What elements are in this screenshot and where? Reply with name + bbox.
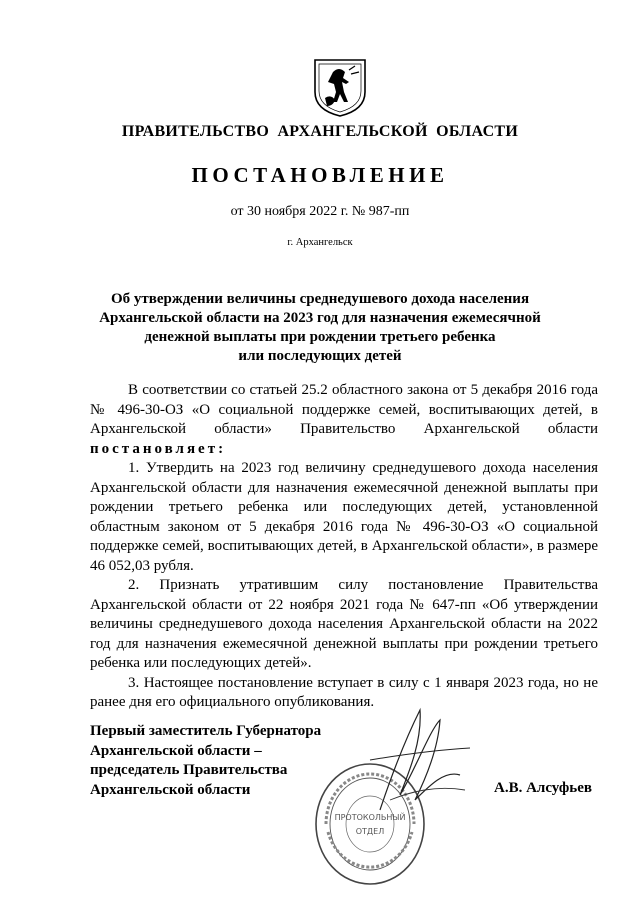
resolves-colon: : <box>218 440 224 457</box>
document-type-heading: ПОСТАНОВЛЕНИЕ <box>191 163 449 187</box>
clause-2: 2. Признать утратившим силу постановление Правительства Архангельской области от 22 ноября 2021 года № 647-пп «Об утверждении величины среднедушевого дохода населения Архангельской области на 2022 год для назначения ежемесячной денежной выплаты при рождении третьего ребенка или последующих детей». <box>90 577 598 671</box>
title-line: Об утверждении величины среднедушевого дохода населения <box>110 291 530 307</box>
svg-text:ПРОТОКОЛЬНЫЙ: ПРОТОКОЛЬНЫЙ <box>334 813 406 822</box>
clause-1: 1. Утвердить на 2023 год величину среднедушевого дохода населения Архангельской области для назначения ежемесячной денежной выплаты при рождении третьего ребенка или последующих детей, установленной областным законом от 5 декабря 2016 года № 496-30-ОЗ «О социальной поддержке семей, воспитывающих детей, в Архангельской области», в размере 46 052,03 рубля. <box>90 460 598 574</box>
organization-heading: ПРАВИТЕЛЬСТВО АРХАНГЕЛЬСКОЙ ОБЛАСТИ <box>121 123 519 140</box>
position-line: Архангельской области – <box>90 742 262 759</box>
title-line: Архангельской области на 2023 год для назначения ежемесячной <box>99 310 541 326</box>
position-line: Архангельской области <box>90 781 251 798</box>
document-body <box>90 381 598 713</box>
city: г. Архангельск <box>287 237 353 248</box>
date-number: от 30 ноября 2022 г. № 987-пп <box>230 204 410 219</box>
document-title <box>90 290 550 366</box>
position-line: Первый заместитель Губернатора <box>90 723 322 739</box>
resolves-word: постановляет <box>90 440 219 457</box>
handwritten-signature <box>350 700 480 820</box>
position-line: председатель Правительства <box>90 762 288 778</box>
signatory-name: А.В. Алсуфьев <box>494 780 592 796</box>
coat-of-arms-emblem <box>311 58 369 118</box>
clause-3: 3. Настоящее постановление вступает в силу с 1 января 2023 года, но не ранее дня его официального опубликования. <box>90 674 598 710</box>
preamble-paragraph <box>90 381 598 459</box>
preamble-text: В соответствии со статьей 25.2 областного закона от 5 декабря 2016 года № 496-30-ОЗ «О социальной поддержке семей, воспитывающих детей, в Архангельской области» Правительство Архангельской области <box>90 382 598 437</box>
title-line: денежной выплаты при рождении третьего ребенка <box>144 329 496 345</box>
signatory-position <box>90 722 321 800</box>
title-line: или последующих детей <box>238 348 402 364</box>
svg-text:ОТДЕЛ: ОТДЕЛ <box>355 827 385 836</box>
